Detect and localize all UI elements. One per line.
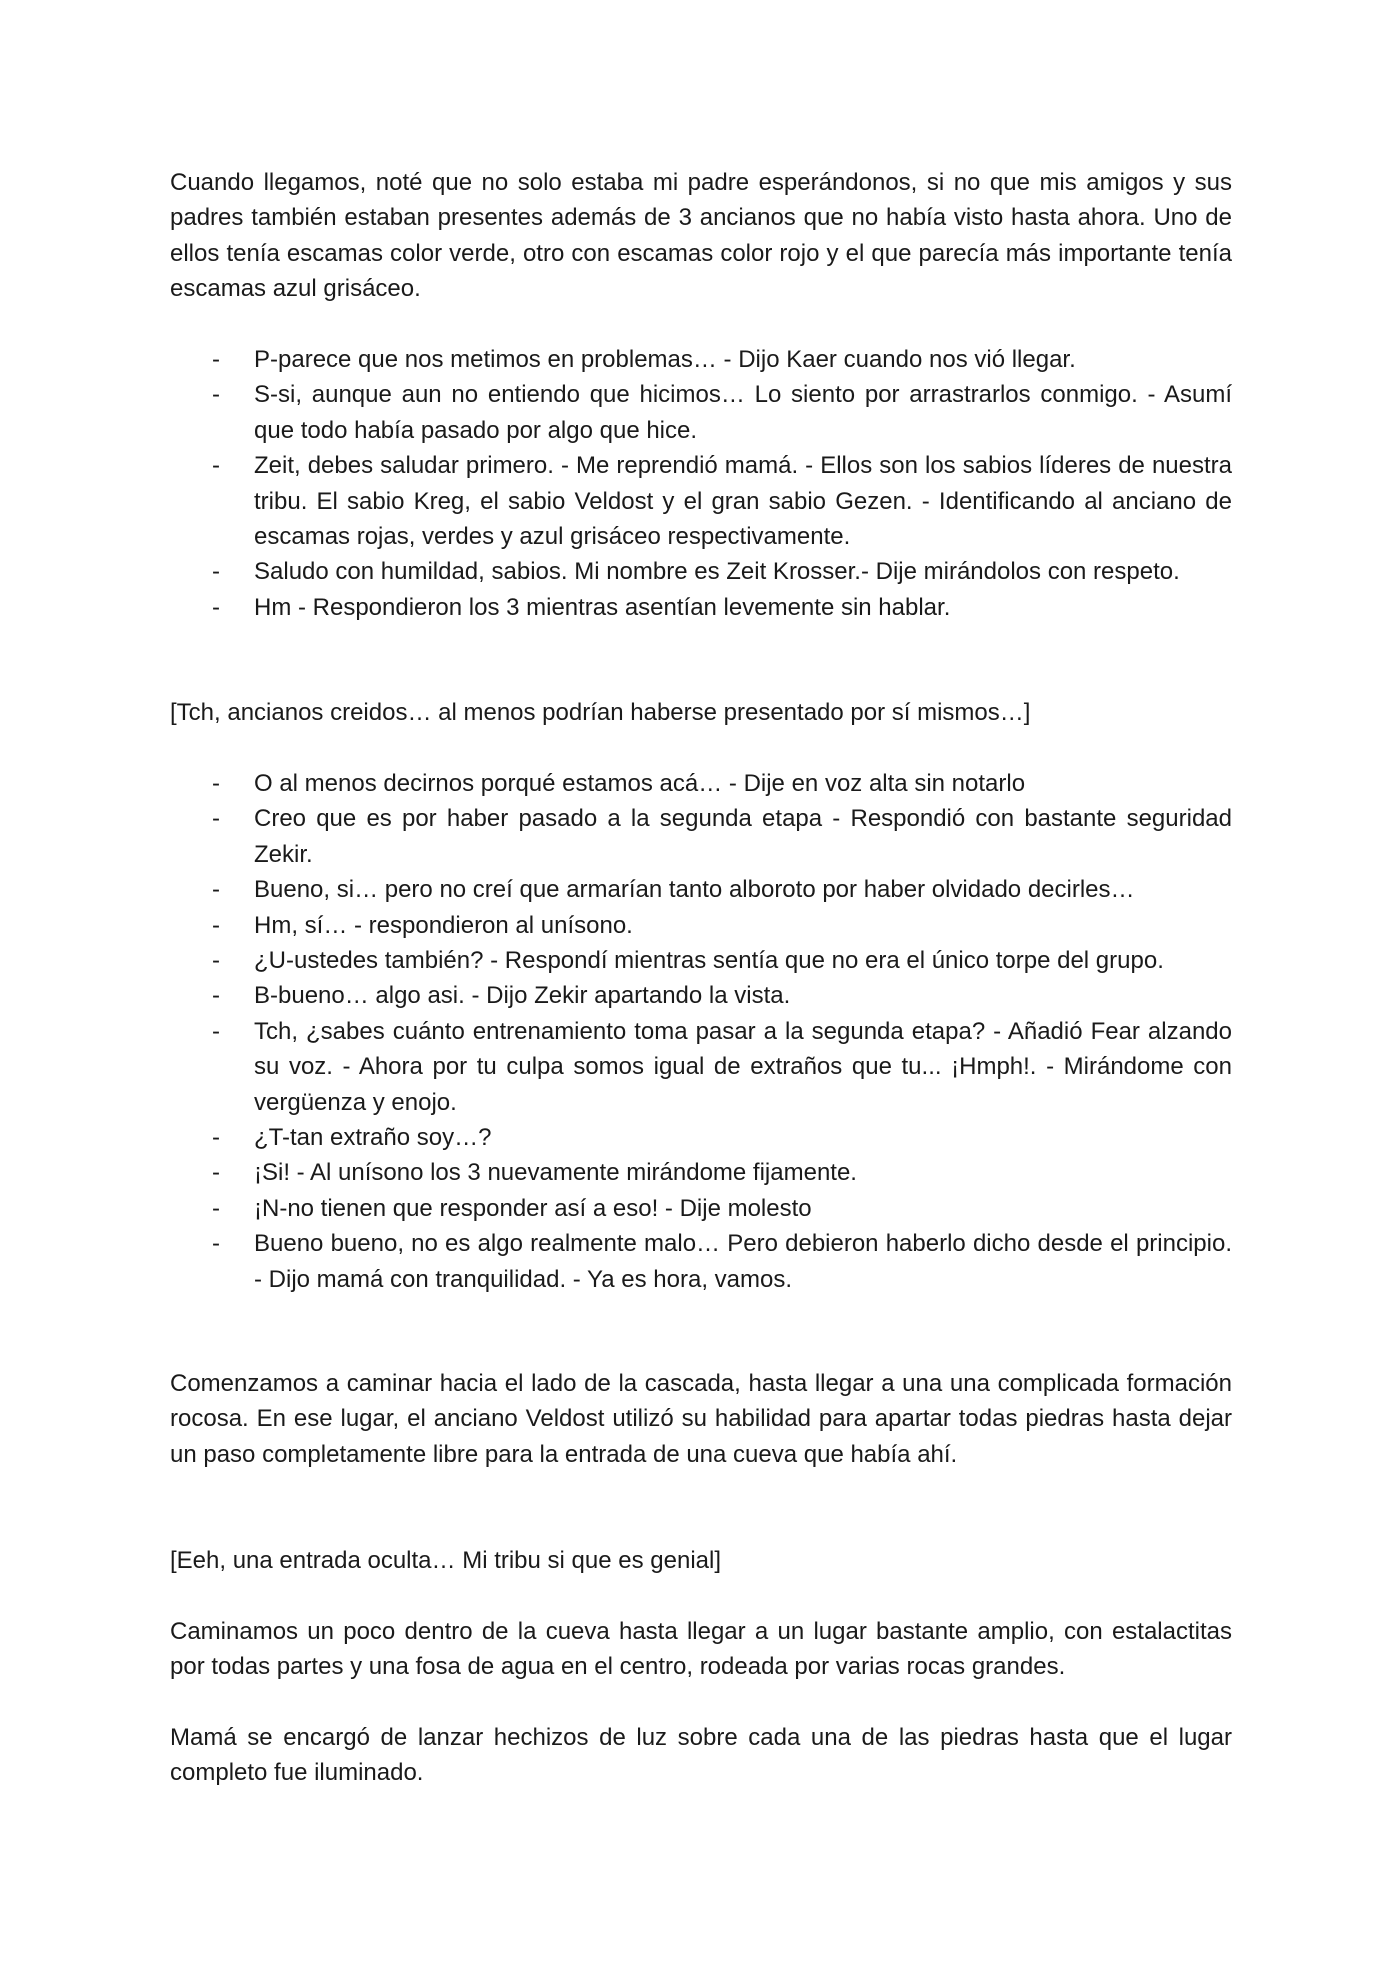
dash-marker: - bbox=[212, 947, 220, 975]
dialogue-line: - Creo que es por haber pasado a la segunda etapa - Respondió con bastante seguridad Zekir. bbox=[170, 801, 1232, 872]
dash-marker: - bbox=[212, 1230, 220, 1258]
paragraph-cascade: Comenzamos a caminar hacia el lado de la cascada, hasta llegar a una una complicada formación rocosa. En ese lugar, el anciano Veldost utilizó su habilidad para apartar todas piedras hasta dejar un paso completamente libre para la entrada de una cueva que había ahí. bbox=[170, 1370, 1232, 1468]
dash-marker: - bbox=[212, 1124, 220, 1152]
dash-marker: - bbox=[212, 593, 220, 621]
dialogue-line: - Zeit, debes saludar primero. - Me reprendió mamá. - Ellos son los sabios líderes de nuestra tribu. El sabio Kreg, el sabio Veldost y el gran sabio Gezen. - Identificando al anciano de escamas rojas, verdes y azul grisáceo respectivamente. bbox=[170, 448, 1232, 554]
dialogue-line: - S-si, aunque aun no entiendo que hicimos… Lo siento por arrastrarlos conmigo. - Asumí que todo había pasado por algo que hice. bbox=[170, 377, 1232, 448]
paragraph-light: Mamá se encargó de lanzar hechizos de luz sobre cada una de las piedras hasta que el lugar completo fue iluminado. bbox=[170, 1724, 1232, 1787]
dialogue-line: - Bueno bueno, no es algo realmente malo… Pero debieron haberlo dicho desde el principio. - Dijo mamá con tranquilidad. - Ya es hora, vamos. bbox=[170, 1226, 1232, 1297]
paragraph-intro: Cuando llegamos, noté que no solo estaba mi padre esperándonos, si no que mis amigos y sus padres también estaban presentes además de 3 ancianos que no había visto hasta ahora. Uno de ellos tenía escamas color verde, otro con escamas color rojo y el que parecía más importante tenía escamas azul grisáceo. bbox=[170, 169, 1232, 303]
paragraph-cave: Caminamos un poco dentro de la cueva hasta llegar a un lugar bastante amplio, con estalactitas por todas partes y una fosa de agua en el centro, rodeada por varias rocas grandes. bbox=[170, 1618, 1232, 1681]
dialogue-line: - O al menos decirnos porqué estamos acá… - Dije en voz alta sin notarlo bbox=[170, 766, 1232, 801]
dialogue-line: - Saludo con humildad, sabios. Mi nombre es Zeit Krosser.- Dije mirándolos con respeto. bbox=[170, 554, 1232, 589]
dialogue-line: - P-parece que nos metimos en problemas… - Dijo Kaer cuando nos vió llegar. bbox=[170, 342, 1232, 377]
dash-marker: - bbox=[212, 876, 220, 904]
dialogue-list-1 bbox=[170, 342, 1232, 625]
dialogue-line: - ¿T-tan extraño soy…? bbox=[170, 1120, 1232, 1155]
dialogue-line: - B-bueno… algo asi. - Dijo Zekir apartando la vista. bbox=[170, 978, 1232, 1013]
dialogue-list-2 bbox=[170, 766, 1232, 1297]
paragraph-thought-2: [Eeh, una entrada oculta… Mi tribu si que es genial] bbox=[170, 1547, 721, 1574]
dialogue-line: - Hm - Respondieron los 3 mientras asentían levemente sin hablar. bbox=[170, 590, 1232, 625]
dash-marker: - bbox=[212, 1194, 220, 1222]
dash-marker: - bbox=[212, 452, 220, 480]
dash-marker: - bbox=[212, 911, 220, 939]
dialogue-line: - Tch, ¿sabes cuánto entrenamiento toma pasar a la segunda etapa? - Añadió Fear alzando su voz. - Ahora por tu culpa somos igual de extraños que tu... ¡Hmph!. - Mirándome con vergüenza y enojo. bbox=[170, 1014, 1232, 1120]
dash-marker: - bbox=[212, 770, 220, 797]
dialogue-line: - ¡Si! - Al unísono los 3 nuevamente mirándome fijamente. bbox=[170, 1155, 1232, 1190]
dash-marker: - bbox=[212, 1159, 220, 1187]
dash-marker: - bbox=[212, 805, 220, 833]
paragraph-thought-1: [Tch, ancianos creidos… al menos podrían haberse presentado por sí mismos…] bbox=[170, 699, 1031, 726]
dash-marker: - bbox=[212, 558, 220, 586]
dash-marker: - bbox=[212, 381, 220, 409]
dialogue-line: - ¿U-ustedes también? - Respondí mientras sentía que no era el único torpe del grupo. bbox=[170, 943, 1232, 978]
dialogue-line: - Bueno, si… pero no creí que armarían tanto alboroto por haber olvidado decirles… bbox=[170, 872, 1232, 907]
dash-marker: - bbox=[212, 982, 220, 1010]
dialogue-line: - ¡N-no tienen que responder así a eso! - Dije molesto bbox=[170, 1191, 1232, 1226]
dialogue-line: - Hm, sí… - respondieron al unísono. bbox=[170, 908, 1232, 943]
dash-marker: - bbox=[212, 346, 220, 373]
dash-marker: - bbox=[212, 1017, 220, 1045]
